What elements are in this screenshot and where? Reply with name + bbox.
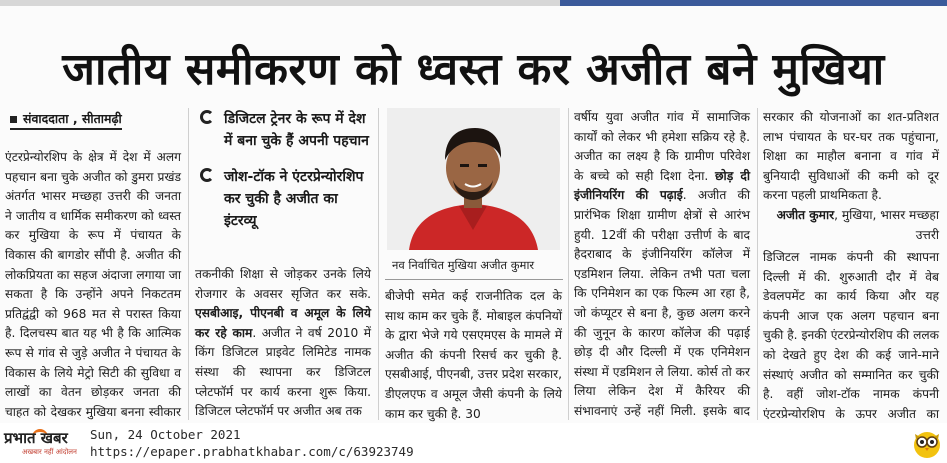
column-3 [385, 287, 562, 423]
column-3-paragraph: बीजेपी समेत कई राजनीतिक दल के साथ काम कर चुके हैं. मोबाइल कंपनियों के द्वारा भेजे गये एसएमएस के मामले में अजीत की कंपनी रिसर्च कर चुकी है. एसबीआई, पीएनबी, उत्तर प्रदेश सरकार, डीएलएफ व अमूल जैसी कंपनी के लिये काम कर चुकी है. 30 [385, 289, 562, 421]
column-divider [378, 108, 379, 420]
footer-url[interactable]: https://epaper.prabhatkhabar.com/c/63923749 [90, 444, 414, 459]
column-4-text-1: वर्षीय युवा अजीत गांव में सामाजिक कार्यों को लेकर भी हमेशा सक्रिय रहे है. अजीत का लक्ष्य है कि ग्रामीण परिवेश के बच्चे को सही दिशा देना. [574, 110, 750, 183]
column-2 [195, 265, 371, 422]
column-1 [5, 148, 181, 423]
highlight-text: जोश-टॉक ने एंटरप्रेन्योरशिप कर चुकी है अजीत का इंटरव्यू [224, 169, 364, 229]
column-4-paragraph [574, 108, 750, 423]
photo-caption: नव निर्वाचित मुखिया अजीत कुमार [392, 258, 535, 272]
column-2-subhead: एसबीआइ, पीएनबी व अमूल के लिये कर रहे काम [195, 306, 371, 340]
top-bar-gray [0, 0, 560, 6]
quote-text: सरकार की योजनाओं का शत-प्रतिशत लाभ पंचायत के घर-घर तक पहुंचाना, शिक्षा का माहौल बनाना व गांव में बुनियादी सुविधाओं की कमी को दूर करना पहली प्राथमिकता है. [763, 110, 939, 203]
portrait-illustration [387, 108, 560, 250]
owl-icon [912, 427, 942, 459]
byline-square-icon [10, 116, 17, 123]
column-4-subhead: छोड़ दी इंजीनियरिंग की पढ़ाई [574, 168, 751, 203]
footer-date: Sun, 24 October 2021 [90, 427, 241, 442]
column-2-paragraph [195, 265, 371, 422]
highlight-item [198, 108, 370, 152]
headline: जातीय समीकरण को ध्वस्त कर अजीत बने मुखिया [62, 44, 885, 95]
column-divider [568, 108, 569, 420]
signature-name: अजीत कुमार [776, 207, 835, 222]
highlight-bullet-icon [200, 110, 214, 124]
highlight-bullet-icon [200, 168, 214, 182]
column-1-paragraph: एंटरप्रेन्योरशिप के क्षेत्र में देश में अलग पहचान बना चुके अजीत को डुमरा प्रखंड अंतर्गत भासर मच्छहा उत्तरी की जनता ने जातीय व धार्मिक समीकरण को ध्वस्त कर मुखिया के रूप में पंचायत के विकास की बागडोर सौंपी है. अजीत की लोकप्रियता का सहज अंदाजा लगाया जा सकता है कि उन्होंने अपने निकटतम प्रतिद्वंद्वी को 968 मत से परास्त किया है. दिलचस्प बात यह भी है कि आत्मिक रूप से गांव से जुड़े अजीत ने पंचायत के विकास के लिये मेट्रो सिटी की सुविधा व लाखों का वेतन छोड़कर जनता की चाहत को देखकर मुखिया बनना स्वीकार [5, 150, 181, 419]
top-color-bar [0, 0, 947, 6]
column-2-text-2: . अजीत ने वर्ष 2010 में किंग डिजिटल प्राइवेट लिमिटेड नामक संस्था की स्थापना कर डिजिटल प्लेटफॉर्म पर कार्य करना शुरू किया. डिजिटल प्लेटफॉर्म पर अजीत अब तक [195, 325, 371, 419]
column-divider [757, 108, 758, 420]
highlights-list [198, 108, 370, 246]
signature-rest: , मुखिया, भासर मच्छहा उत्तरी [834, 207, 939, 242]
highlight-item [198, 166, 370, 232]
logo-text: प्रभात खबर [4, 429, 68, 447]
column-divider [188, 108, 189, 420]
column-4 [574, 108, 750, 423]
footer [0, 423, 947, 463]
caption-divider [385, 279, 563, 280]
column-5 [763, 248, 939, 423]
logo-tagline: अखबार नहीं आंदोलन [22, 448, 77, 456]
top-bar-blue [560, 0, 947, 6]
footer-meta [90, 426, 414, 460]
column-5-quote [763, 108, 939, 245]
byline [10, 110, 122, 130]
highlight-text: डिजिटल ट्रेनर के रूप में देश में बना चुके हैं अपनी पहचान [224, 111, 369, 149]
column-2-text-1: तकनीकी शिक्षा से जोड़कर उनके लिये रोजगार के अवसर सृजित कर सके. [195, 267, 371, 301]
column-4-text-2: . अजीत की प्रारंभिक शिक्षा ग्रामीण क्षेत्रों से आरंभ हुयी. 12वीं की परीक्षा उत्तीर्ण के बाद हैदराबाद के इंजीनियरिंग कॉलेज में एडमिशन लिया. लेकिन तभी पता चला कि एनिमेशन का एक फिल्म आ रहा है, जो कंप्यूटर से बना है, कुछ अलग करने की जुनून के कारण कॉलेज की पढ़ाई छोड़ दी और दिल्ली में एक एनिमेशन संस्था में एडमिशन ले लिया. कोर्स तो कर लिया लेकिन देश में कैरियर की संभावनाएं उन्हें नहीं मिली. इसके बाद [574, 188, 750, 418]
column-5-paragraph: डिजिटल नामक कंपनी की स्थापना दिल्ली में की. शुरुआती दौर में वेब डेवलपमेंट का कार्य किया और यह कंपनी आज एक अलग पहचान बना चुकी है. इनकी एंटरप्रेन्योरशिप की ललक को देखते हुए देश की कई जाने-माने संस्थाएं अजीत को सम्मानित कर चुकी है. वहीं जोश-टॉक नामक कंपनी एंटरप्रेन्योरशिप के ऊपर अजीत का [763, 250, 939, 421]
byline-text: संवाददाता , सीतामढ़ी [23, 111, 122, 126]
portrait-photo [387, 108, 560, 250]
quote-signature [763, 206, 939, 245]
prabhat-khabar-logo [4, 429, 84, 459]
